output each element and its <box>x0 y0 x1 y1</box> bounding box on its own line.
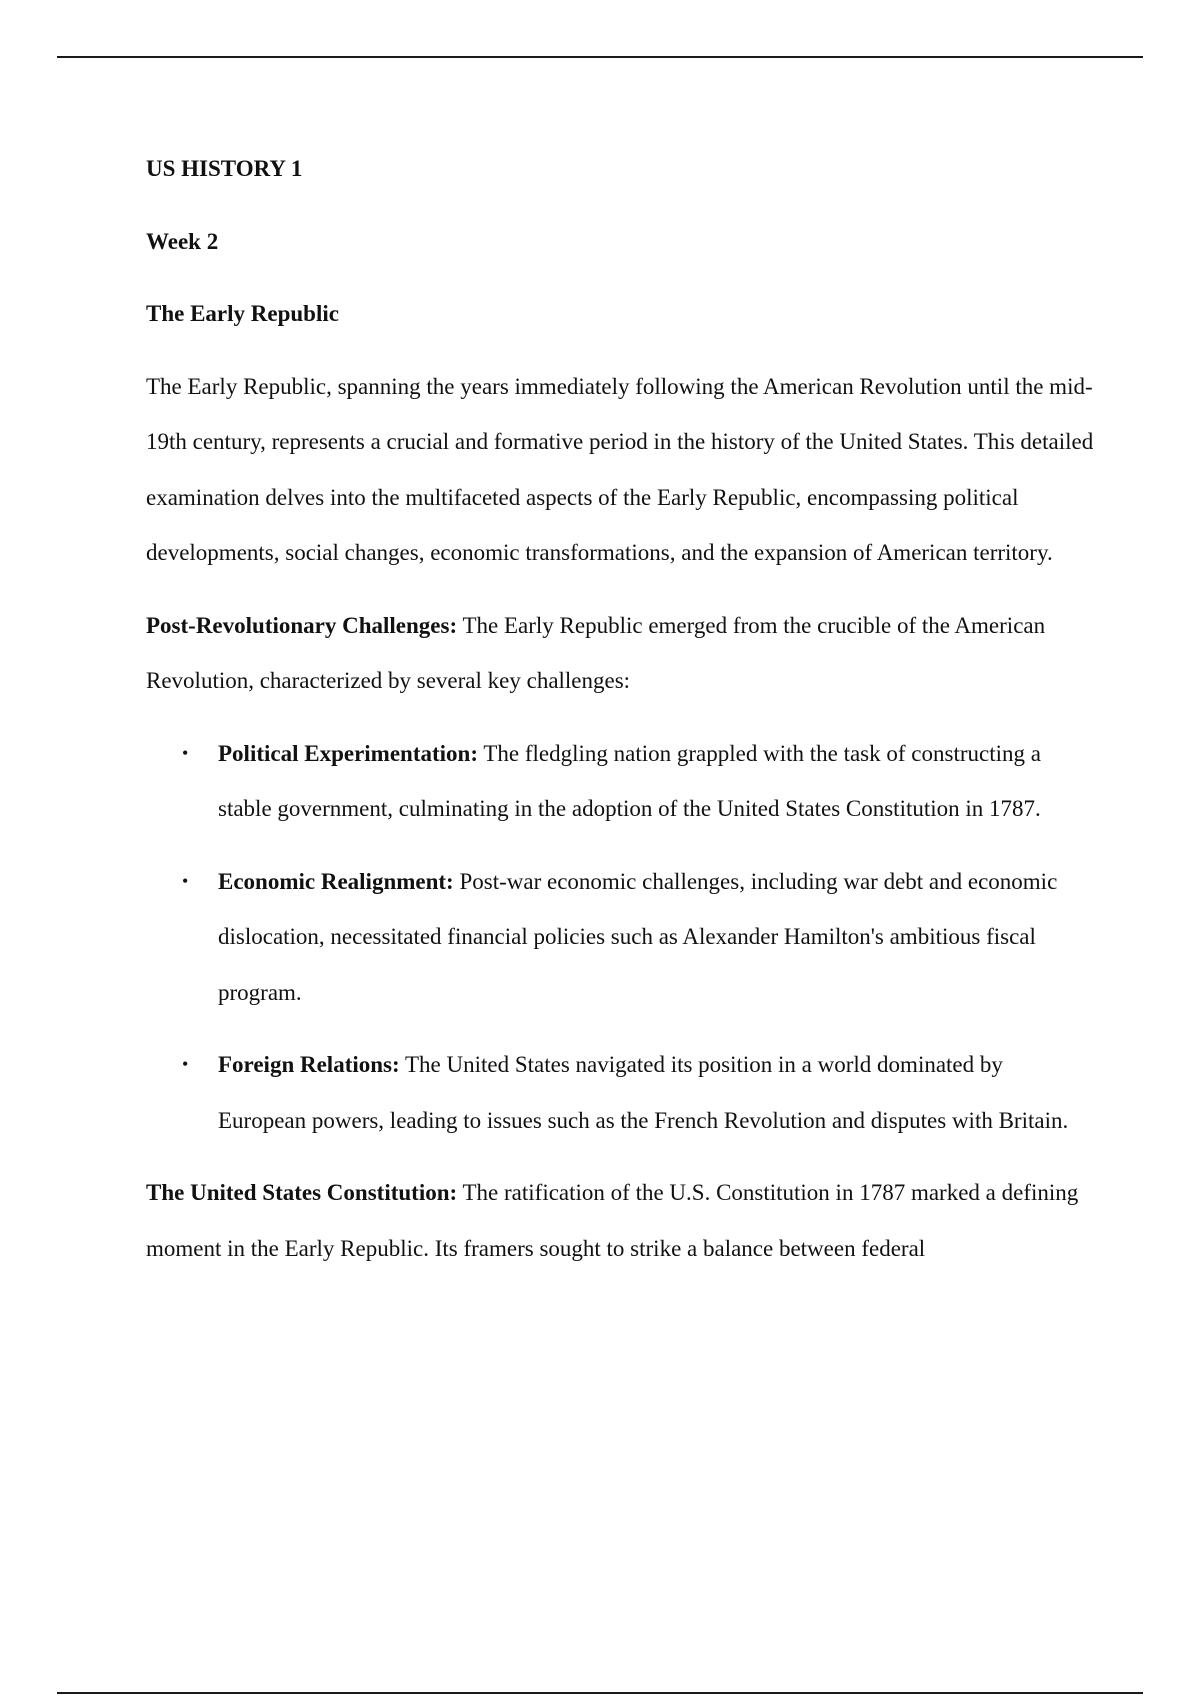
bullet-icon: • <box>182 742 189 763</box>
bullet-label: Economic Realignment: <box>218 868 454 894</box>
list-item <box>146 854 1096 1021</box>
document-body <box>146 141 1096 1293</box>
intro-paragraph: The Early Republic, spanning the years immediately following the American Revolution until the mid-19th century, represents a crucial and formative period in the history of the United States. This detailed examination delves into the multifaceted aspects of the Early Republic, encompassing political developments, social changes, economic transformations, and the expansion of American territory. <box>146 373 1094 565</box>
bullet-label: Political Experimentation: <box>218 740 478 766</box>
bullet-icon: • <box>182 1054 189 1074</box>
bullet-text: Post-war economic challenges, including war debt and economic dislocation, necessitated financial policies such as Alexander Hamilton's ambitious fiscal program. <box>218 868 1058 1005</box>
header-rule <box>57 56 1143 58</box>
bullet-icon: • <box>182 870 189 891</box>
bullet-text: The United States navigated its position in a world dominated by European powers, leading to issues such as the French Revolution and disputes with Britain. <box>218 1052 1069 1133</box>
bullet-label: Foreign Relations: <box>218 1052 400 1077</box>
topic-title: The Early Republic <box>146 301 339 326</box>
constitution-paragraph <box>146 1165 1096 1276</box>
challenges-label: Post-Revolutionary Challenges: <box>146 612 458 638</box>
challenges-list <box>146 726 1096 1149</box>
list-item <box>146 726 1096 837</box>
footer-rule <box>57 1692 1143 1694</box>
week-heading: Week 2 <box>146 228 219 254</box>
constitution-label: The United States Constitution: <box>146 1180 458 1205</box>
course-title: US HISTORY 1 <box>146 156 303 181</box>
list-item <box>146 1037 1096 1148</box>
challenges-text: The Early Republic emerged from the crucible of the American Revolution, characterized by several key challenges: <box>146 612 1046 693</box>
constitution-text: The ratification of the U.S. Constitution in 1787 marked a defining moment in the Early Republic. Its framers sought to strike a balance between federal <box>146 1180 1079 1261</box>
challenges-paragraph <box>146 598 1096 709</box>
bullet-text: The fledgling nation grappled with the task of constructing a stable government, culminating in the adoption of the United States Constitution in 1787. <box>218 740 1041 821</box>
